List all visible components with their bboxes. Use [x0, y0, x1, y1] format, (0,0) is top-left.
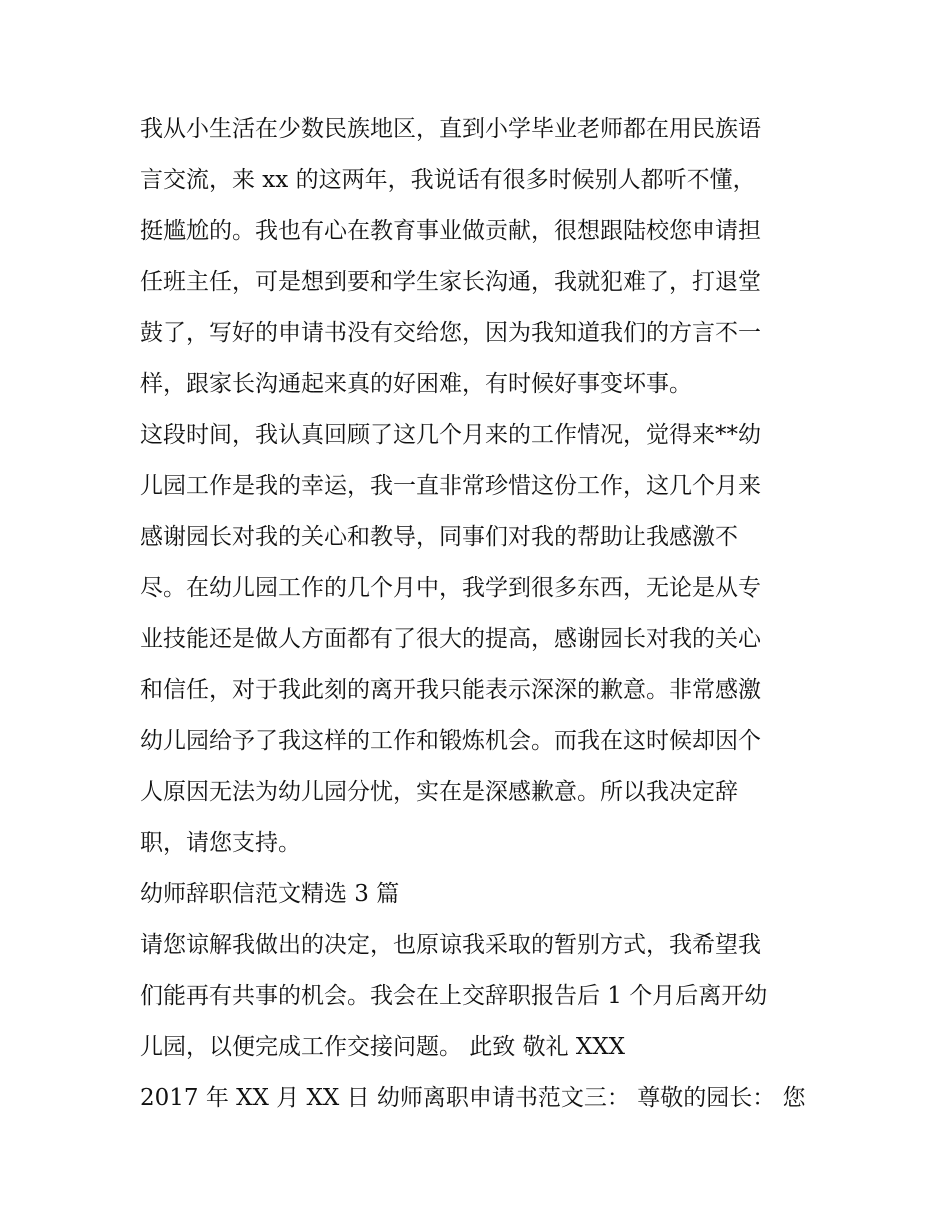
text-line: 和信任，对于我此刻的离开我只能表示深深的歉意。非常感激 — [140, 677, 761, 703]
text-line: 职，请您支持。 — [140, 830, 301, 856]
text-line: 尽。在幼儿园工作的几个月中，我学到很多东西，无论是从专 — [140, 575, 761, 601]
text-line: 幼儿园给予了我这样的工作和锻炼机会。而我在这时候却因个 — [140, 728, 761, 754]
section-title: 幼师辞职信范文精选 3 篇 — [140, 881, 400, 907]
text-line: 请您谅解我做出的决定，也原谅我采取的暂别方式，我希望我 — [140, 932, 761, 958]
text-line: 们能再有共事的机会。我会在上交辞职报告后 1 个月后离开幼 — [140, 983, 768, 1009]
text-line: 我从小生活在少数民族地区，直到小学毕业老师都在用民族语 — [140, 116, 761, 142]
text-line: 业技能还是做人方面都有了很大的提高，感谢园长对我的关心 — [140, 626, 761, 652]
document-body — [140, 104, 814, 1124]
text-line: 任班主任，可是想到要和学生家长沟通，我就犯难了，打退堂 — [140, 269, 761, 295]
text-line: 样，跟家长沟通起来真的好困难，有时候好事变坏事。 — [140, 371, 692, 397]
text-line: 2017 年 XX 月 XX 日 幼师离职申请书范文三： 尊敬的园长： 您 — [140, 1085, 806, 1111]
text-line: 儿园工作是我的幸运，我一直非常珍惜这份工作，这几个月来 — [140, 473, 761, 499]
text-line: 感谢园长对我的关心和教导，同事们对我的帮助让我感激不 — [140, 524, 738, 550]
text-line: 鼓了，写好的申请书没有交给您，因为我知道我们的方言不一 — [140, 320, 761, 346]
text-line: 人原因无法为幼儿园分忧，实在是深感歉意。所以我决定辞 — [140, 779, 738, 805]
text-line: 挺尴尬的。我也有心在教育事业做贡献，很想跟陆校您申请担 — [140, 218, 761, 244]
text-line: 儿园，以便完成工作交接问题。 此致 敬礼 XXX — [140, 1034, 626, 1060]
text-line: 言交流，来 xx 的这两年，我说话有很多时候别人都听不懂， — [140, 167, 756, 193]
text-line: 这段时间，我认真回顾了这几个月来的工作情况，觉得来**幼 — [140, 422, 761, 448]
